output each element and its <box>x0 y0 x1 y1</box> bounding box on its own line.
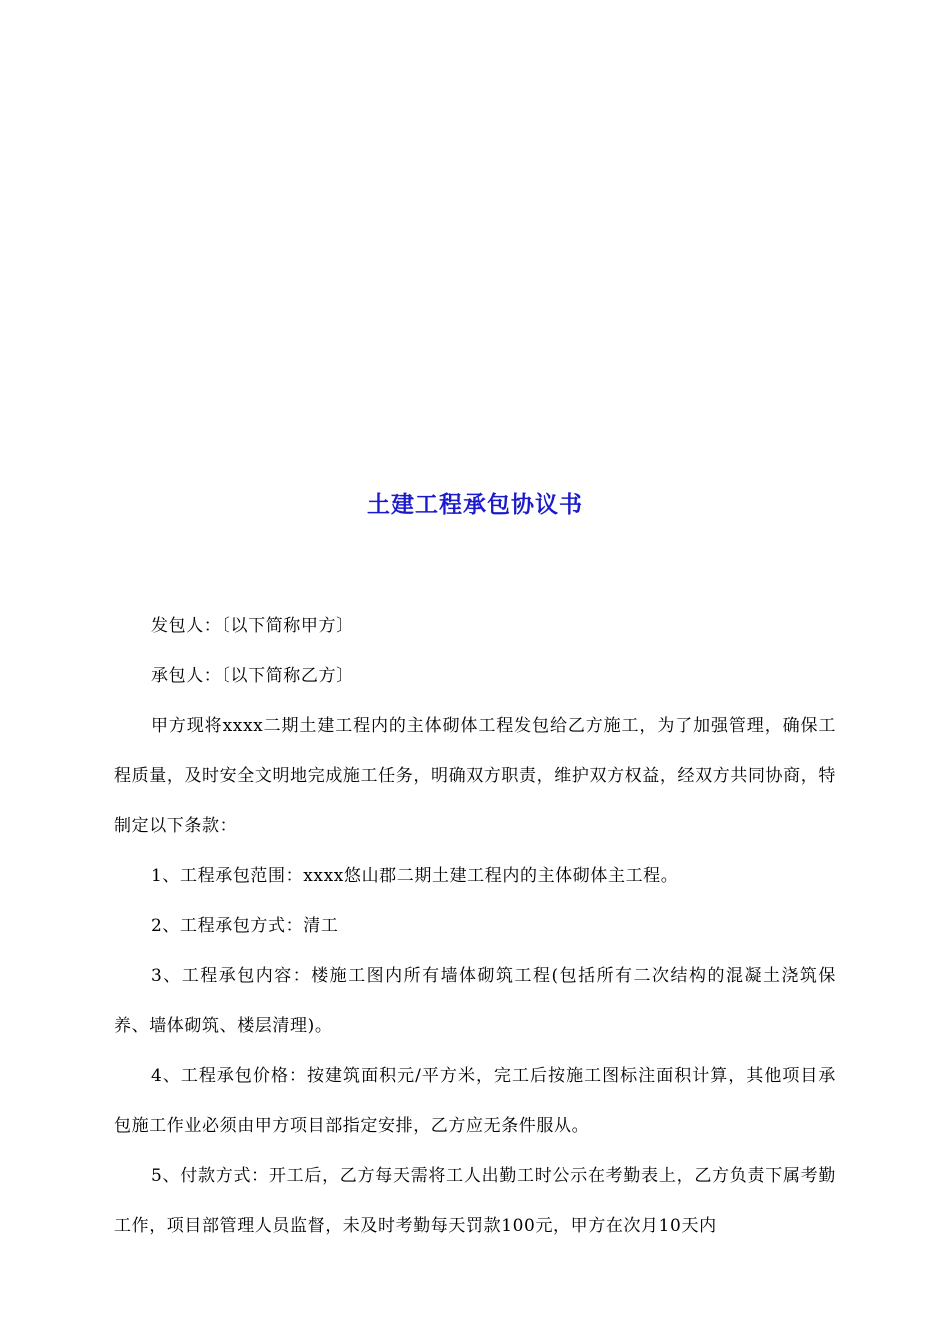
document-body <box>114 601 836 1251</box>
clause-4-price: 4、工程承包价格：按建筑面积元/平方米，完工后按施工图标注面积计算，其他项目承包施工作业必须由甲方项目部指定安排，乙方应无条件服从。 <box>114 1066 836 1136</box>
paragraph-employer: 发包人：〔以下简称甲方〕 <box>151 616 354 636</box>
clause-3-content: 3、工程承包内容：楼施工图内所有墙体砌筑工程(包括所有二次结构的混凝土浇筑保养、墙体砌筑、楼层清理)。 <box>114 966 836 1036</box>
paragraph-contractor: 承包人：〔以下简称乙方〕 <box>151 666 354 686</box>
clause-1-scope: 1、工程承包范围：xxxx悠山郡二期土建工程内的主体砌体主工程。 <box>151 866 679 886</box>
clause-5-payment: 5、付款方式：开工后，乙方每天需将工人出勤工时公示在考勤表上，乙方负责下属考勤工作，项目部管理人员监督，未及时考勤每天罚款100元，甲方在次月10天内 <box>114 1166 836 1236</box>
clause-2-method: 2、工程承包方式：清工 <box>151 916 339 936</box>
paragraph-preamble: 甲方现将xxxx二期土建工程内的主体砌体工程发包给乙方施工，为了加强管理，确保工程质量，及时安全文明地完成施工任务，明确双方职责，维护双方权益，经双方共同协商，特制定以下条款： <box>114 716 836 836</box>
document-title: 土建工程承包协议书 <box>367 491 583 518</box>
